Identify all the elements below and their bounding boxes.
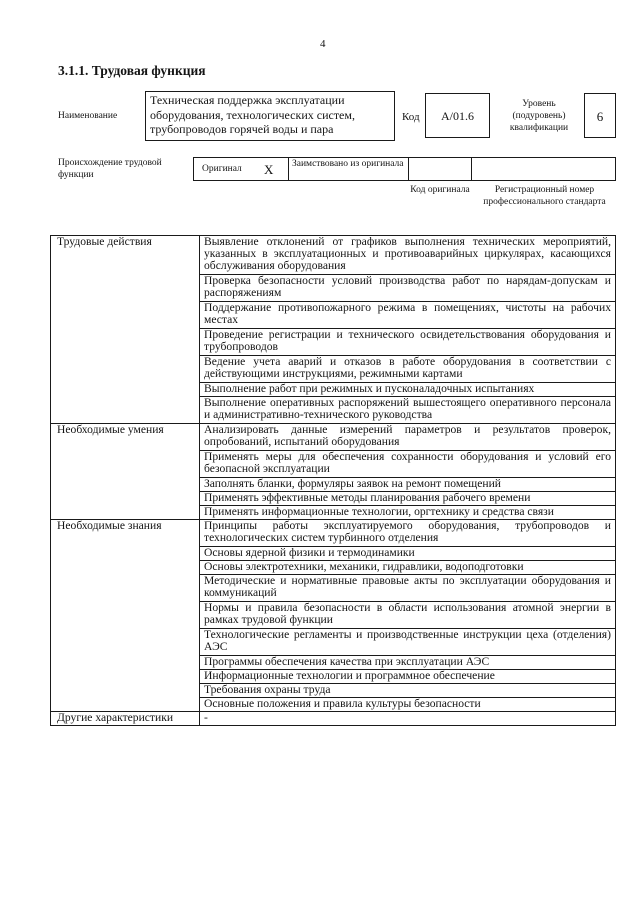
labor-action-item: Проведение регистрации и технического освидетельствования оборудования и трубопроводов — [200, 329, 616, 356]
knowledge-item: Принципы работы эксплуатируемого оборудования, трубопроводов и технологических систем турбинного отделения — [200, 520, 616, 547]
origin-row — [193, 157, 616, 181]
table-row — [51, 712, 616, 726]
level-box: 6 — [584, 93, 616, 138]
skills-label: Необходимые умения — [51, 424, 200, 520]
knowledge-item: Требования охраны труда — [200, 684, 616, 698]
labor-action-item: Поддержание противопожарного режима в помещениях, чистоты на рабочих местах — [200, 302, 616, 329]
table-row — [51, 520, 616, 547]
knowledge-item: Информационные технологии и программное обеспечение — [200, 670, 616, 684]
labor-action-item: Выполнение оперативных распоряжений вышестоящего оперативного персонала и административно-технического руководства — [200, 397, 616, 424]
skill-item: Применять информационные технологии, оргтехнику и средства связи — [200, 506, 616, 520]
level-label: Уровень (подуровень) квалификации — [509, 99, 569, 133]
knowledge-item: Технологические регламенты и производственные инструкции цеха (отделения) АЭС — [200, 629, 616, 656]
table-row — [51, 424, 616, 451]
skill-item: Заполнять бланки, формуляры заявок на ремонт помещений — [200, 478, 616, 492]
knowledge-label: Необходимые знания — [51, 520, 200, 712]
code-label: Код — [402, 111, 420, 123]
labor-function-table — [50, 235, 616, 726]
code-box: А/01.6 — [425, 93, 490, 138]
registration-number-cell — [471, 157, 616, 181]
skill-item: Применять эффективные методы планирования рабочего времени — [200, 492, 616, 506]
original-code-cell — [408, 157, 472, 181]
knowledge-item: Основы электротехники, механики, гидравлики, водоподготовки — [200, 561, 616, 575]
other-characteristics-value: - — [200, 712, 616, 726]
knowledge-item: Нормы и правила безопасности в области использования атомной энергии в рамках трудовой функции — [200, 602, 616, 629]
original-label: Оригинал — [202, 164, 242, 174]
labor-action-item: Выполнение работ при режимных и пусконаладочных испытаниях — [200, 383, 616, 397]
original-code-caption: Код оригинала — [410, 185, 470, 195]
knowledge-item: Основы ядерной физики и термодинамики — [200, 547, 616, 561]
knowledge-item: Основные положения и правила культуры безопасности — [200, 698, 616, 712]
origin-label: Происхождение трудовой функции — [58, 158, 162, 180]
labor-action-item: Выявление отклонений от графиков выполнения технических мероприятий, указанных в эксплуатационных и противоаварийных циркулярах, касающихся обслуживания оборудования — [200, 236, 616, 275]
labor-action-item: Проверка безопасности условий производства работ по нарядам-допускам и распоряжениям — [200, 275, 616, 302]
section-title: 3.1.1. Трудовая функция — [58, 63, 206, 78]
knowledge-item: Методические и нормативные правовые акты по эксплуатации оборудования и коммуникаций — [200, 575, 616, 602]
skill-item: Применять меры для обеспечения сохранности оборудования и условий его безопасной эксплуатации — [200, 451, 616, 478]
original-mark: X — [264, 162, 274, 177]
borrowed-label: Заимствовано из оригинала — [292, 159, 404, 169]
original-cell — [193, 157, 289, 181]
table-row — [51, 236, 616, 275]
name-label: Наименование — [58, 111, 118, 121]
other-characteristics-label: Другие характеристики — [51, 712, 200, 726]
labor-actions-label: Трудовые действия — [51, 236, 200, 424]
function-name-box: Техническая поддержка эксплуатации оборудования, технологических систем, трубопроводов горячей воды и пара — [145, 91, 395, 141]
knowledge-item: Программы обеспечения качества при эксплуатации АЭС — [200, 656, 616, 670]
registration-number-caption: Регистрационный номер профессионального стандарта — [483, 185, 606, 207]
page-number: 4 — [320, 38, 326, 50]
skill-item: Анализировать данные измерений параметров и результатов проверок, опробований, испытаний оборудования — [200, 424, 616, 451]
borrowed-cell — [288, 157, 409, 181]
labor-action-item: Ведение учета аварий и отказов в работе оборудования в соответствии с действующими инструкциями, режимными картами — [200, 356, 616, 383]
